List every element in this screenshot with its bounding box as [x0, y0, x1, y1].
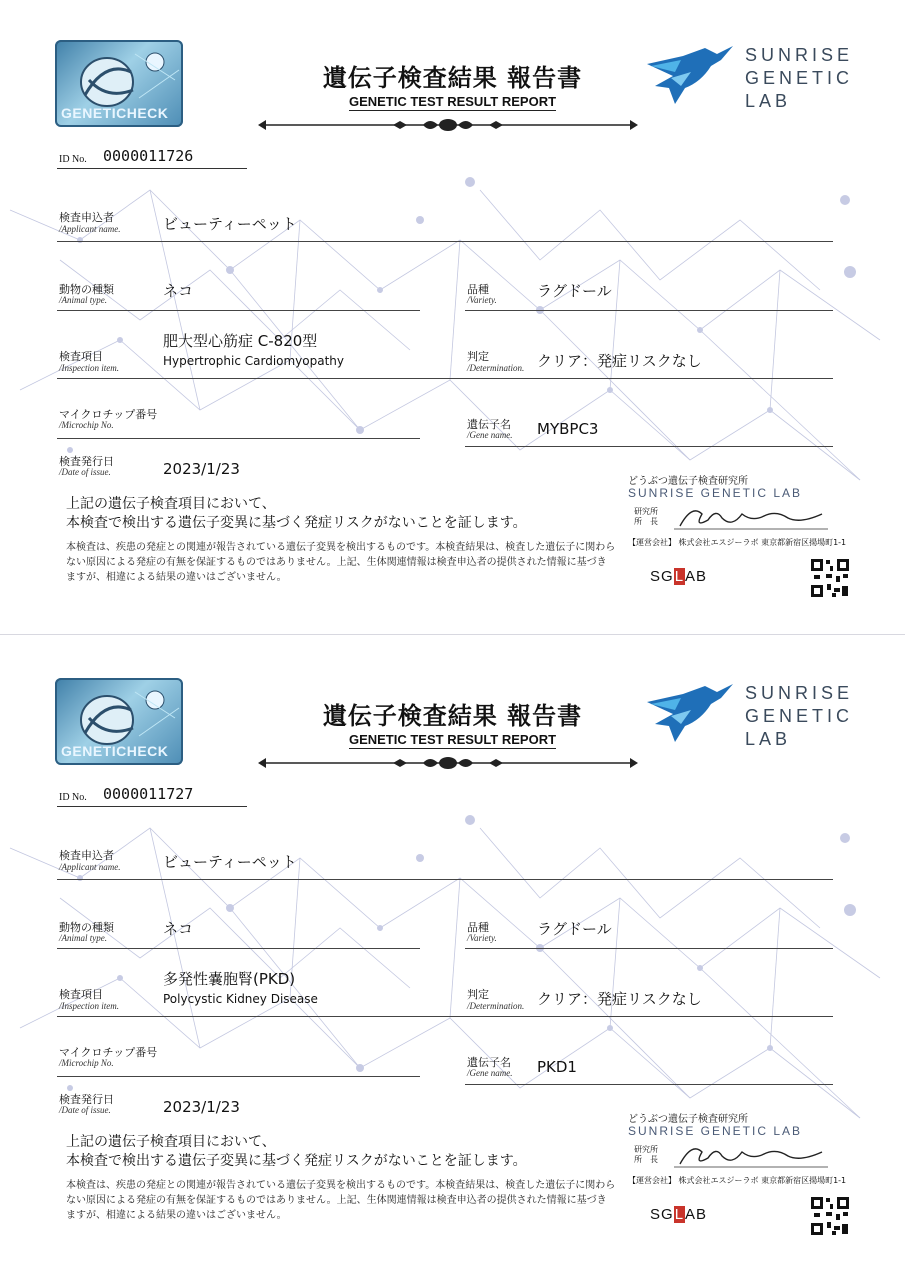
disclaimer-text: 本検査は、疾患の発症との関連が報告されている遺伝子変異を検出するものです。本検査結果は、検査した遺伝子に関わらない原因による発症の有無を保証するものではありません。上記、生体関連情報は検査申込者の提供された情報に基づきますが、相違による結果の違いはございません。	[66, 1180, 616, 1221]
page-divider	[0, 634, 905, 635]
director-label: 研究所 所 長	[634, 507, 658, 526]
issue-date-value: 2023/1/23	[163, 460, 240, 478]
animal-type-field: 動物の種類 /Animal type. ネコ	[57, 916, 420, 949]
lab-name-en: SUNRISE GENETIC LAB	[628, 486, 803, 500]
sglab-logo: SGLAB	[650, 568, 708, 585]
report-title-en: GENETIC TEST RESULT REPORT	[348, 94, 557, 109]
inspection-name-en: Polycystic Kidney Disease	[163, 992, 318, 1006]
badge-label: GENETICHECK	[61, 105, 169, 121]
variety-value: ラグドール	[537, 282, 612, 300]
gene-name-value: PKD1	[537, 1058, 577, 1076]
variety-value: ラグドール	[537, 920, 612, 938]
gene-name-field: 遺伝子名 /Gene name. MYBPC3	[465, 414, 833, 447]
report-title-jp: 遺伝子検査結果 報告書	[322, 702, 583, 730]
certification-statement: 上記の遺伝子検査項目において、 本検査で検出する遺伝子変異に基づく発症リスクがないことを証します。	[66, 1134, 527, 1169]
applicant-value: ビューティーペット	[163, 215, 297, 233]
inspection-field: 検査項目 /Inspection item. 多発性嚢胞腎(PKD) Polycystic Kidney Disease	[57, 966, 833, 1017]
bird-logo-icon	[645, 680, 737, 750]
variety-field: 品種 /Variety. ラグドール	[465, 916, 833, 949]
certification-statement: 上記の遺伝子検査項目において、 本検査で検出する遺伝子変異に基づく発症リスクがないことを証します。	[66, 496, 527, 531]
signature-icon	[672, 1138, 832, 1170]
disclaimer-text: 本検査は、疾患の発症との関連が報告されている遺伝子変異を検出するものです。本検査結果は、検査した遺伝子に関わらない原因による発症の有無を保証するものではありません。上記、生体関連情報は検査申込者の提供された情報に基づきますが、相違による結果の違いはございません。	[66, 542, 616, 583]
animal-type-value: ネコ	[163, 282, 194, 300]
determination-value: クリア：発症リスクなし	[537, 990, 702, 1008]
determination-field: 判定 /Determination. クリア：発症リスクなし	[467, 350, 702, 373]
badge-label: GENETICHECK	[61, 743, 169, 759]
sglab-logo: SGLAB	[650, 1206, 708, 1223]
animal-type-field: 動物の種類 /Animal type. ネコ	[57, 278, 420, 311]
inspection-field: 検査項目 /Inspection item. 肥大型心筋症 C-820型 Hypertrophic Cardiomyopathy	[57, 328, 833, 379]
id-number: ID No. 0000011726	[57, 146, 247, 169]
animal-type-value: ネコ	[163, 920, 194, 938]
operator-info: 【運営会社】 株式会社エスジーラボ 東京都新宿区揚場町1-1	[628, 1176, 847, 1185]
qr-code-icon	[810, 558, 850, 598]
lab-name-en: SUNRISE GENETIC LAB	[628, 1124, 803, 1138]
report-title-jp: 遺伝子検査結果 報告書	[322, 64, 583, 92]
id-number: ID No. 0000011727	[57, 784, 247, 807]
determination-field: 判定 /Determination. クリア：発症リスクなし	[467, 988, 702, 1011]
applicant-value: ビューティーペット	[163, 853, 297, 871]
qr-code-icon	[810, 1196, 850, 1236]
report-title-en: GENETIC TEST RESULT REPORT	[348, 732, 557, 747]
issue-date-value: 2023/1/23	[163, 1098, 240, 1116]
issue-date-field: 検査発行日 /Date of issue. 2023/1/23	[59, 455, 240, 478]
bird-logo-icon	[645, 42, 737, 112]
lab-name-jp: どうぶつ遺伝子検査研究所	[628, 476, 748, 487]
determination-value: クリア：発症リスクなし	[537, 352, 702, 370]
lab-wordmark: SUNRISE GENETIC LAB	[745, 45, 854, 111]
signature-icon	[672, 500, 832, 532]
gene-name-value: MYBPC3	[537, 420, 599, 438]
microchip-field: マイクロチップ番号 /Microchip No.	[57, 1042, 420, 1077]
variety-field: 品種 /Variety. ラグドール	[465, 278, 833, 311]
certificate	[0, 10, 905, 638]
issue-date-field: 検査発行日 /Date of issue. 2023/1/23	[59, 1093, 240, 1116]
gene-name-field: 遺伝子名 /Gene name. PKD1	[465, 1052, 833, 1085]
applicant-field: 検査申込者 /Applicant name. ビューティーペット	[57, 206, 833, 242]
lab-name-jp: どうぶつ遺伝子検査研究所	[628, 1114, 748, 1125]
operator-info: 【運営会社】 株式会社エスジーラボ 東京都新宿区揚場町1-1	[628, 538, 847, 547]
applicant-field: 検査申込者 /Applicant name. ビューティーペット	[57, 844, 833, 880]
inspection-name-en: Hypertrophic Cardiomyopathy	[163, 354, 345, 368]
director-label: 研究所 所 長	[634, 1145, 658, 1164]
inspection-name-jp: 肥大型心筋症 C-820型	[163, 332, 318, 350]
certificate	[0, 648, 905, 1276]
id-value: 0000011727	[103, 785, 194, 803]
ornament-divider-icon	[258, 754, 638, 772]
id-value: 0000011726	[103, 147, 194, 165]
inspection-name-jp: 多発性嚢胞腎(PKD)	[163, 970, 296, 988]
lab-wordmark: SUNRISE GENETIC LAB	[745, 683, 854, 749]
ornament-divider-icon	[258, 116, 638, 134]
microchip-field: マイクロチップ番号 /Microchip No.	[57, 404, 420, 439]
